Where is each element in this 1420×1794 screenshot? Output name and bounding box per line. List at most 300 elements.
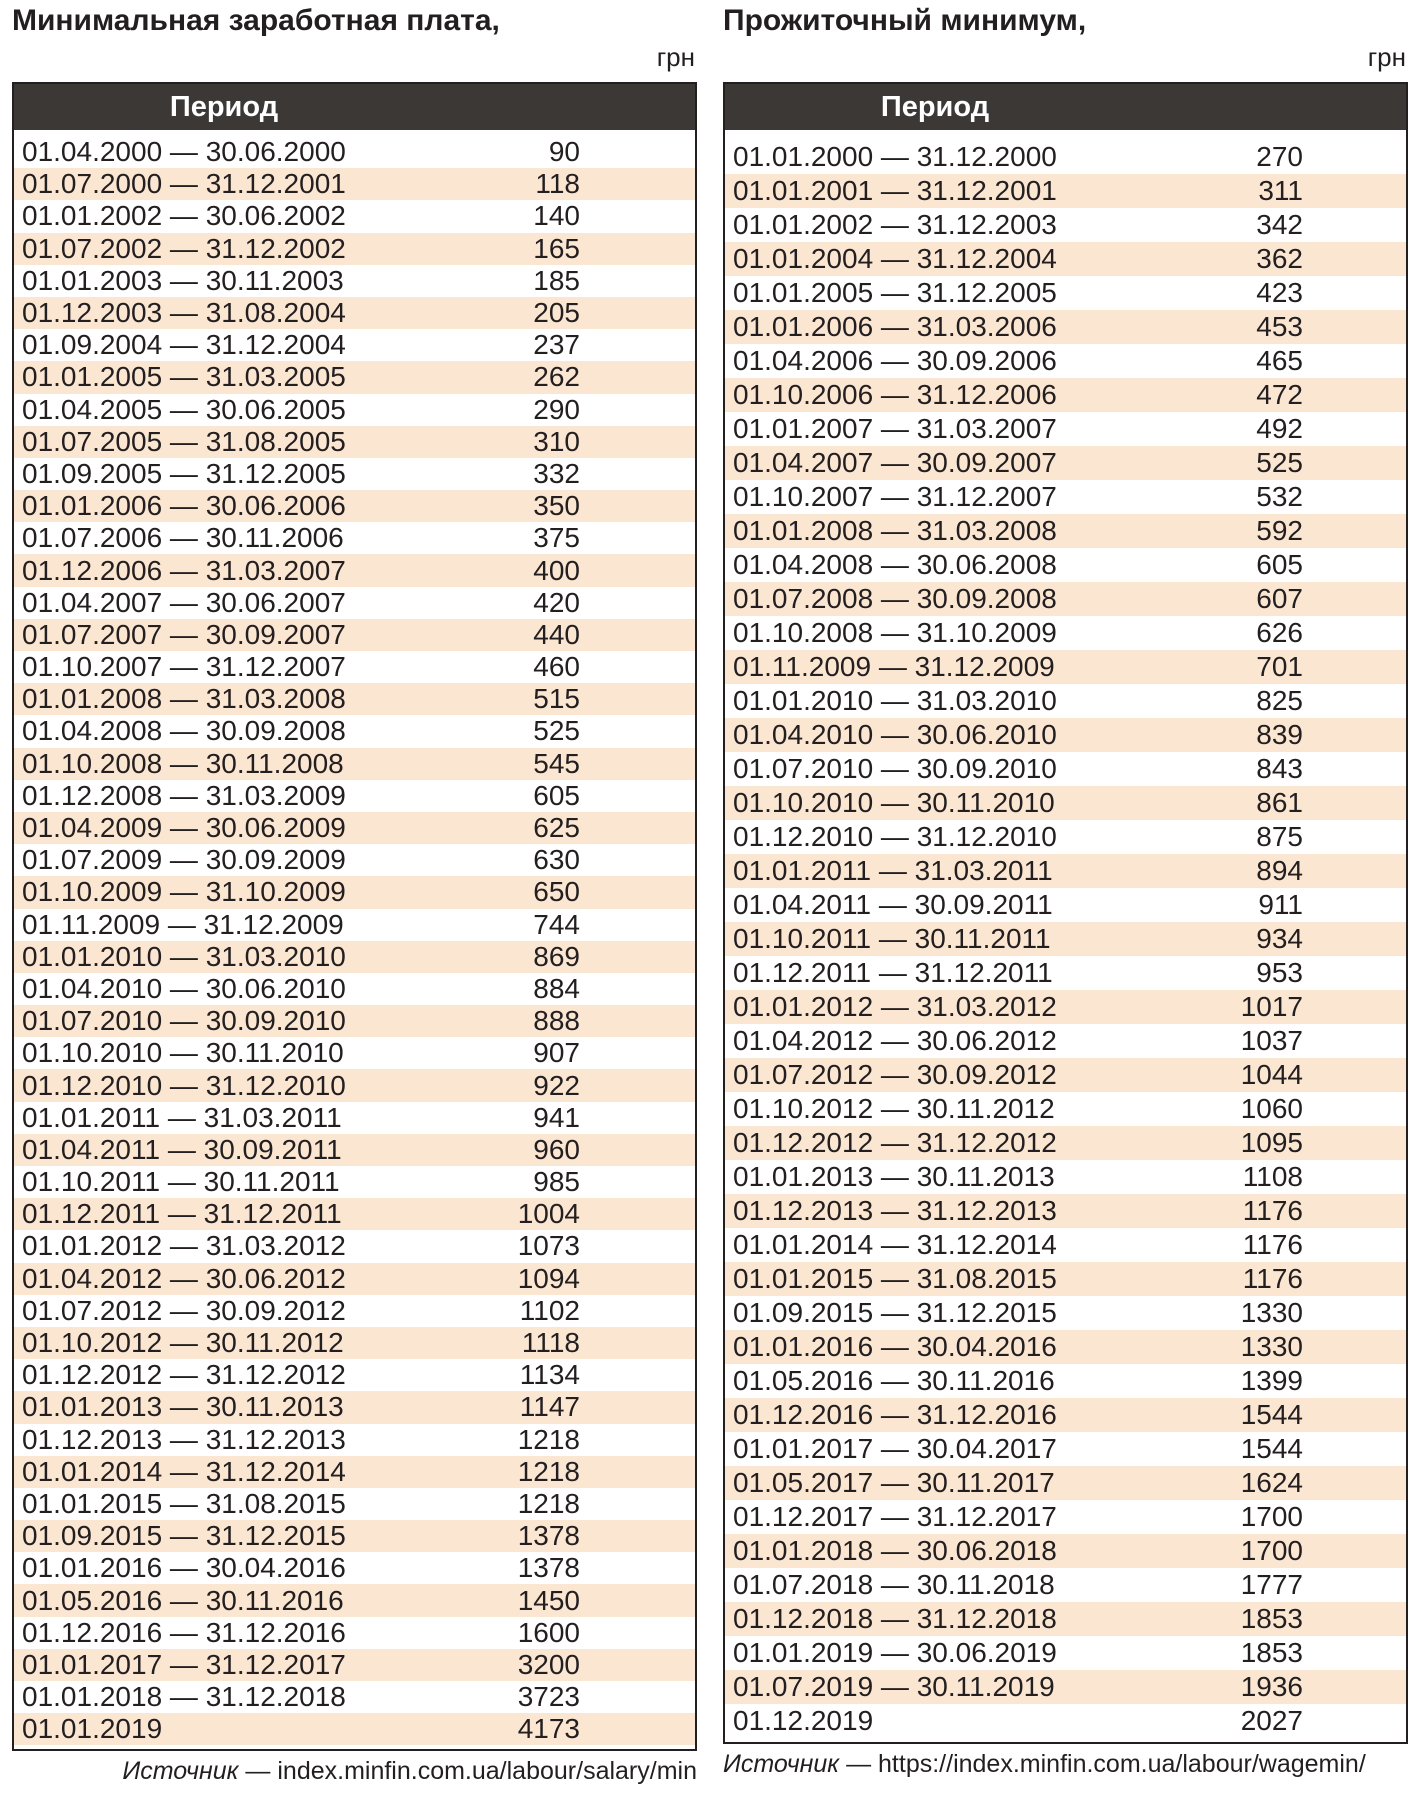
period-cell: 01.01.2002 — 30.06.2002 (22, 200, 346, 232)
amount-cell: 525 (1256, 447, 1303, 478)
period-cell: 01.04.2005 — 30.06.2005 (22, 393, 346, 425)
amount-cell: 1118 (521, 1327, 580, 1359)
table-row (14, 200, 695, 232)
table-row (14, 1069, 695, 1101)
amount-cell: 515 (533, 683, 580, 715)
subsistence-unit: грн (1367, 42, 1406, 72)
table-row (14, 1649, 695, 1681)
table-row (725, 1500, 1406, 1534)
subsistence-source-url: https://index.minfin.com.ua/labour/wagemin/ (878, 1750, 1366, 1778)
period-cell: 01.01.2014 — 31.12.2014 (733, 1229, 1057, 1260)
period-cell: 01.12.2011 — 31.12.2011 (733, 957, 1053, 988)
min-wage-title: Минимальная заработная плата, (12, 4, 500, 37)
period-cell: 01.04.2011 — 30.09.2011 (733, 889, 1053, 920)
table-row (14, 1424, 695, 1456)
amount-cell: 1060 (1240, 1093, 1303, 1124)
amount-cell: 1044 (1240, 1059, 1303, 1090)
table-row (725, 480, 1406, 514)
period-cell: 01.01.2008 — 31.03.2008 (733, 515, 1057, 546)
table-row (14, 715, 695, 747)
period-cell: 01.01.2006 — 30.06.2006 (22, 490, 346, 522)
table-row (14, 1327, 695, 1359)
period-cell: 01.12.2012 — 31.12.2012 (733, 1127, 1057, 1158)
period-cell: 01.04.2010 — 30.06.2010 (733, 719, 1057, 750)
table-row (14, 329, 695, 361)
period-cell: 01.10.2008 — 30.11.2008 (22, 747, 344, 779)
min-wage-unit: грн (656, 42, 695, 72)
amount-cell: 869 (533, 940, 580, 972)
subsistence-period-header: Период (880, 91, 990, 123)
amount-cell: 118 (535, 168, 580, 200)
table-row (14, 651, 695, 683)
amount-cell: 2027 (1240, 1705, 1303, 1736)
table-row (725, 888, 1406, 922)
table-row (14, 554, 695, 586)
table-row (14, 490, 695, 522)
table-row (725, 1670, 1406, 1704)
amount-cell: 1037 (1240, 1025, 1303, 1056)
amount-cell: 960 (533, 1133, 580, 1165)
period-cell: 01.01.2010 — 31.03.2010 (733, 685, 1057, 716)
amount-cell: 311 (1258, 175, 1303, 206)
period-cell: 01.10.2011 — 30.11.2011 (733, 923, 1051, 954)
table-row (14, 909, 695, 941)
period-cell: 01.01.2005 — 31.12.2005 (733, 277, 1057, 308)
amount-cell: 861 (1256, 787, 1303, 818)
period-cell: 01.12.2006 — 31.03.2007 (22, 554, 346, 586)
period-cell: 01.01.2015 — 31.08.2015 (733, 1263, 1057, 1294)
table-row (725, 276, 1406, 310)
table-row (14, 941, 695, 973)
period-cell: 01.07.2007 — 30.09.2007 (22, 618, 346, 650)
table-row (14, 394, 695, 426)
amount-cell: 1176 (1242, 1195, 1303, 1226)
table-row (14, 458, 695, 490)
period-cell: 01.10.2011 — 30.11.2011 (22, 1166, 340, 1198)
table-row (725, 310, 1406, 344)
period-cell: 01.01.2013 — 30.11.2013 (22, 1391, 344, 1423)
amount-cell: 237 (533, 329, 580, 361)
period-cell: 01.10.2012 — 30.11.2012 (22, 1327, 344, 1359)
table-row (725, 1194, 1406, 1228)
amount-cell: 1544 (1240, 1399, 1303, 1430)
period-cell: 01.04.2008 — 30.09.2008 (22, 715, 346, 747)
amount-cell: 1094 (517, 1262, 580, 1294)
period-cell: 01.07.2008 — 30.09.2008 (733, 583, 1057, 614)
period-cell: 01.12.2011 — 31.12.2011 (22, 1198, 342, 1230)
period-cell: 01.01.2006 — 31.03.2006 (733, 311, 1057, 342)
table-row (14, 361, 695, 393)
period-cell: 01.01.2005 — 31.03.2005 (22, 361, 346, 393)
table-row (14, 619, 695, 651)
table-row (725, 1364, 1406, 1398)
period-cell: 01.01.2000 — 31.12.2000 (733, 141, 1057, 172)
amount-cell: 941 (533, 1101, 580, 1133)
table-row (725, 1330, 1406, 1364)
table-row (14, 1166, 695, 1198)
table-row (725, 1636, 1406, 1670)
table-row (725, 990, 1406, 1024)
period-cell: 01.01.2011 — 31.03.2011 (733, 855, 1053, 886)
amount-cell: 701 (1256, 651, 1303, 682)
amount-cell: 1004 (517, 1198, 580, 1230)
table-row (725, 208, 1406, 242)
amount-cell: 205 (533, 297, 580, 329)
period-cell: 01.01.2001 — 31.12.2001 (733, 175, 1057, 206)
period-cell: 01.01.2017 — 30.04.2017 (733, 1433, 1057, 1464)
table-row (725, 1024, 1406, 1058)
min-wage-source-sep: — (238, 1757, 278, 1786)
amount-cell: 888 (533, 1005, 580, 1037)
amount-cell: 1218 (517, 1423, 580, 1455)
period-cell: 01.01.2018 — 30.06.2018 (733, 1535, 1057, 1566)
period-cell: 01.01.2003 — 30.11.2003 (22, 264, 344, 296)
amount-cell: 1017 (1240, 991, 1303, 1022)
amount-cell: 1330 (1240, 1297, 1303, 1328)
amount-cell: 362 (1256, 243, 1303, 274)
amount-cell: 875 (1256, 821, 1303, 852)
table-row (14, 1230, 695, 1262)
amount-cell: 1700 (1240, 1535, 1303, 1566)
table-row (725, 446, 1406, 480)
table-row (14, 1713, 695, 1745)
period-cell: 01.07.2009 — 30.09.2009 (22, 844, 346, 876)
table-row (725, 1534, 1406, 1568)
amount-cell: 465 (1256, 345, 1303, 376)
period-cell: 01.07.2018 — 30.11.2018 (733, 1569, 1055, 1600)
amount-cell: 1853 (1240, 1603, 1303, 1634)
amount-cell: 1399 (1240, 1365, 1303, 1396)
period-cell: 01.01.2011 — 31.03.2011 (22, 1101, 342, 1133)
period-cell: 01.05.2016 — 30.11.2016 (733, 1365, 1055, 1396)
table-row (14, 1584, 695, 1616)
period-cell: 01.01.2019 — 30.06.2019 (733, 1637, 1057, 1668)
period-cell: 01.10.2010 — 30.11.2010 (733, 787, 1055, 818)
period-cell: 01.10.2009 — 31.10.2009 (22, 876, 346, 908)
amount-cell: 1073 (517, 1230, 580, 1262)
amount-cell: 290 (533, 393, 580, 425)
period-cell: 01.01.2010 — 31.03.2010 (22, 940, 346, 972)
amount-cell: 262 (533, 361, 580, 393)
amount-cell: 460 (533, 651, 580, 683)
table-row (725, 1262, 1406, 1296)
table-row (725, 684, 1406, 718)
table-row (725, 1466, 1406, 1500)
amount-cell: 1134 (519, 1359, 580, 1391)
amount-cell: 545 (533, 747, 580, 779)
amount-cell: 453 (1256, 311, 1303, 342)
table-row (725, 1228, 1406, 1262)
period-cell: 01.01.2008 — 31.03.2008 (22, 683, 346, 715)
table-row (14, 748, 695, 780)
table-row (14, 1617, 695, 1649)
amount-cell: 953 (1256, 957, 1303, 988)
table-row (14, 587, 695, 619)
min-wage-source-url: index.minfin.com.ua/labour/salary/min (277, 1757, 697, 1786)
period-cell: 01.12.2016 — 31.12.2016 (22, 1616, 346, 1648)
table-row (725, 1058, 1406, 1092)
amount-cell: 985 (533, 1166, 580, 1198)
subsistence-rows (725, 130, 1406, 1742)
table-row (725, 378, 1406, 412)
subsistence-source (723, 1750, 1408, 1779)
amount-cell: 1330 (1240, 1331, 1303, 1362)
table-row (725, 1704, 1406, 1738)
period-cell: 01.10.2008 — 31.10.2009 (733, 617, 1057, 648)
period-cell: 01.01.2015 — 31.08.2015 (22, 1487, 346, 1519)
period-cell: 01.12.2012 — 31.12.2012 (22, 1359, 346, 1391)
table-row (725, 1602, 1406, 1636)
table-row (725, 582, 1406, 616)
period-cell: 01.10.2007 — 31.12.2007 (22, 651, 346, 683)
table-row (14, 522, 695, 554)
table-row (14, 1005, 695, 1037)
period-cell: 01.01.2014 — 31.12.2014 (22, 1455, 346, 1487)
amount-cell: 270 (1256, 141, 1303, 172)
amount-cell: 607 (1256, 583, 1303, 614)
period-cell: 01.12.2003 — 31.08.2004 (22, 297, 346, 329)
table-row (14, 1391, 695, 1423)
period-cell: 01.12.2008 — 31.03.2009 (22, 779, 346, 811)
min-wage-period-header: Период (169, 91, 279, 123)
period-cell: 01.10.2010 — 30.11.2010 (22, 1037, 344, 1069)
amount-cell: 1218 (517, 1455, 580, 1487)
min-wage-panel (12, 0, 697, 1786)
period-cell: 01.07.2000 — 31.12.2001 (22, 168, 346, 200)
table-row (725, 1092, 1406, 1126)
min-wage-table-header (14, 84, 695, 130)
table-row (725, 242, 1406, 276)
amount-cell: 630 (533, 844, 580, 876)
table-row (14, 1263, 695, 1295)
period-cell: 01.09.2004 — 31.12.2004 (22, 329, 346, 361)
period-cell: 01.12.2016 — 31.12.2016 (733, 1399, 1057, 1430)
table-row (14, 1681, 695, 1713)
amount-cell: 1600 (517, 1616, 580, 1648)
table-row (14, 1359, 695, 1391)
period-cell: 01.04.2007 — 30.09.2007 (733, 447, 1057, 478)
subsistence-source-label: Источник (723, 1750, 840, 1778)
table-row (14, 683, 695, 715)
period-cell: 01.04.2000 — 30.06.2000 (22, 136, 346, 168)
amount-cell: 1777 (1240, 1569, 1303, 1600)
amount-cell: 400 (533, 554, 580, 586)
amount-cell: 1378 (517, 1520, 580, 1552)
period-cell: 01.07.2006 — 30.11.2006 (22, 522, 344, 554)
subsistence-title: Прожиточный минимум, (723, 4, 1087, 37)
period-cell: 01.04.2012 — 30.06.2012 (22, 1262, 346, 1294)
min-wage-table (12, 82, 697, 1751)
table-row (725, 174, 1406, 208)
amount-cell: 90 (548, 136, 580, 168)
amount-cell: 310 (533, 425, 580, 457)
amount-cell: 350 (533, 490, 580, 522)
amount-cell: 1853 (1240, 1637, 1303, 1668)
amount-cell: 650 (533, 876, 580, 908)
table-row (14, 233, 695, 265)
period-cell: 01.01.2019 (22, 1713, 163, 1745)
period-cell: 01.09.2015 — 31.12.2015 (733, 1297, 1057, 1328)
period-cell: 01.12.2010 — 31.12.2010 (22, 1069, 346, 1101)
period-cell: 01.12.2018 — 31.12.2018 (733, 1603, 1057, 1634)
period-cell: 01.12.2019 (733, 1705, 874, 1736)
table-row (14, 1552, 695, 1584)
period-cell: 01.05.2016 — 30.11.2016 (22, 1584, 344, 1616)
period-cell: 01.09.2005 — 31.12.2005 (22, 457, 346, 489)
amount-cell: 1176 (1242, 1263, 1303, 1294)
amount-cell: 423 (1256, 277, 1303, 308)
table-row (725, 956, 1406, 990)
amount-cell: 185 (533, 264, 580, 296)
table-row (14, 973, 695, 1005)
amount-cell: 625 (533, 812, 580, 844)
table-row (14, 876, 695, 908)
table-row (725, 1160, 1406, 1194)
amount-cell: 3200 (517, 1648, 580, 1680)
period-cell: 01.04.2006 — 30.09.2006 (733, 345, 1057, 376)
amount-cell: 744 (533, 908, 580, 940)
period-cell: 01.05.2017 — 30.11.2017 (733, 1467, 1055, 1498)
amount-cell: 1176 (1242, 1229, 1303, 1260)
amount-cell: 884 (533, 972, 580, 1004)
period-cell: 01.07.2005 — 31.08.2005 (22, 425, 346, 457)
period-cell: 01.07.2002 — 31.12.2002 (22, 232, 346, 264)
table-row (725, 514, 1406, 548)
period-cell: 01.10.2006 — 31.12.2006 (733, 379, 1057, 410)
table-row (14, 780, 695, 812)
table-row (14, 168, 695, 200)
period-cell: 01.10.2012 — 30.11.2012 (733, 1093, 1055, 1124)
amount-cell: 843 (1256, 753, 1303, 784)
period-cell: 01.07.2010 — 30.09.2010 (733, 753, 1057, 784)
period-cell: 01.04.2012 — 30.06.2012 (733, 1025, 1057, 1056)
table-row (725, 820, 1406, 854)
table-row (14, 426, 695, 458)
period-cell: 01.01.2016 — 30.04.2016 (733, 1331, 1057, 1362)
period-cell: 01.07.2012 — 30.09.2012 (733, 1059, 1057, 1090)
table-row (725, 1568, 1406, 1602)
table-row (14, 1198, 695, 1230)
table-row (725, 752, 1406, 786)
amount-cell: 140 (533, 200, 580, 232)
amount-cell: 1936 (1240, 1671, 1303, 1702)
amount-cell: 934 (1256, 923, 1303, 954)
subsistence-table (723, 82, 1408, 1744)
amount-cell: 626 (1256, 617, 1303, 648)
amount-cell: 1544 (1240, 1433, 1303, 1464)
period-cell: 01.01.2007 — 31.03.2007 (733, 413, 1057, 444)
amount-cell: 1102 (519, 1294, 580, 1326)
amount-cell: 1108 (1242, 1161, 1303, 1192)
table-row (14, 1520, 695, 1552)
period-cell: 01.04.2011 — 30.09.2011 (22, 1133, 342, 1165)
table-row (14, 136, 695, 168)
period-cell: 01.04.2009 — 30.06.2009 (22, 812, 346, 844)
min-wage-source (12, 1757, 697, 1786)
amount-cell: 472 (1256, 379, 1303, 410)
period-cell: 01.07.2019 — 30.11.2019 (733, 1671, 1055, 1702)
subsistence-panel (723, 0, 1408, 1779)
period-cell: 01.11.2009 — 31.12.2009 (733, 651, 1055, 682)
amount-cell: 894 (1256, 855, 1303, 886)
period-cell: 01.12.2013 — 31.12.2013 (22, 1423, 346, 1455)
amount-cell: 592 (1256, 515, 1303, 546)
table-row (14, 844, 695, 876)
period-cell: 01.09.2015 — 31.12.2015 (22, 1520, 346, 1552)
period-cell: 01.01.2017 — 31.12.2017 (22, 1648, 346, 1680)
amount-cell: 342 (1256, 209, 1303, 240)
period-cell: 01.01.2012 — 31.03.2012 (733, 991, 1057, 1022)
amount-cell: 532 (1256, 481, 1303, 512)
table-row (725, 1432, 1406, 1466)
period-cell: 01.01.2018 — 31.12.2018 (22, 1681, 346, 1713)
subsistence-table-header (725, 84, 1406, 130)
period-cell: 01.04.2007 — 30.06.2007 (22, 586, 346, 618)
table-row (14, 265, 695, 297)
amount-cell: 911 (1258, 889, 1303, 920)
period-cell: 01.01.2012 — 31.03.2012 (22, 1230, 346, 1262)
amount-cell: 839 (1256, 719, 1303, 750)
table-row (14, 297, 695, 329)
table-row (725, 922, 1406, 956)
table-row (725, 1126, 1406, 1160)
period-cell: 01.12.2013 — 31.12.2013 (733, 1195, 1057, 1226)
table-row (725, 718, 1406, 752)
amount-cell: 375 (533, 522, 580, 554)
table-row (725, 548, 1406, 582)
table-row (725, 344, 1406, 378)
table-row (14, 1134, 695, 1166)
period-cell: 01.04.2010 — 30.06.2010 (22, 972, 346, 1004)
period-cell: 01.01.2013 — 30.11.2013 (733, 1161, 1055, 1192)
amount-cell: 492 (1256, 413, 1303, 444)
period-cell: 01.12.2010 — 31.12.2010 (733, 821, 1057, 852)
period-cell: 01.01.2002 — 31.12.2003 (733, 209, 1057, 240)
period-cell: 01.01.2016 — 30.04.2016 (22, 1552, 346, 1584)
subsistence-source-sep: — (839, 1750, 879, 1778)
amount-cell: 420 (533, 586, 580, 618)
amount-cell: 1624 (1240, 1467, 1303, 1498)
table-row (14, 1037, 695, 1069)
table-row (725, 616, 1406, 650)
amount-cell: 332 (533, 457, 580, 489)
amount-cell: 525 (533, 715, 580, 747)
amount-cell: 1378 (517, 1552, 580, 1584)
table-row (725, 650, 1406, 684)
period-cell: 01.07.2010 — 30.09.2010 (22, 1005, 346, 1037)
table-row (14, 1456, 695, 1488)
min-wage-rows (14, 130, 695, 1749)
amount-cell: 440 (533, 618, 580, 650)
table-row (725, 854, 1406, 888)
table-row (14, 1295, 695, 1327)
min-wage-source-label: Источник (122, 1757, 239, 1786)
table-row (14, 812, 695, 844)
amount-cell: 4173 (517, 1713, 580, 1745)
table-row (725, 1296, 1406, 1330)
period-cell: 01.04.2008 — 30.06.2008 (733, 549, 1057, 580)
amount-cell: 907 (533, 1037, 580, 1069)
table-row (725, 412, 1406, 446)
amount-cell: 922 (533, 1069, 580, 1101)
table-row (14, 1488, 695, 1520)
amount-cell: 3723 (517, 1681, 580, 1713)
amount-cell: 605 (533, 779, 580, 811)
amount-cell: 1147 (519, 1391, 580, 1423)
amount-cell: 1218 (517, 1487, 580, 1519)
amount-cell: 165 (533, 232, 580, 264)
amount-cell: 1700 (1240, 1501, 1303, 1532)
